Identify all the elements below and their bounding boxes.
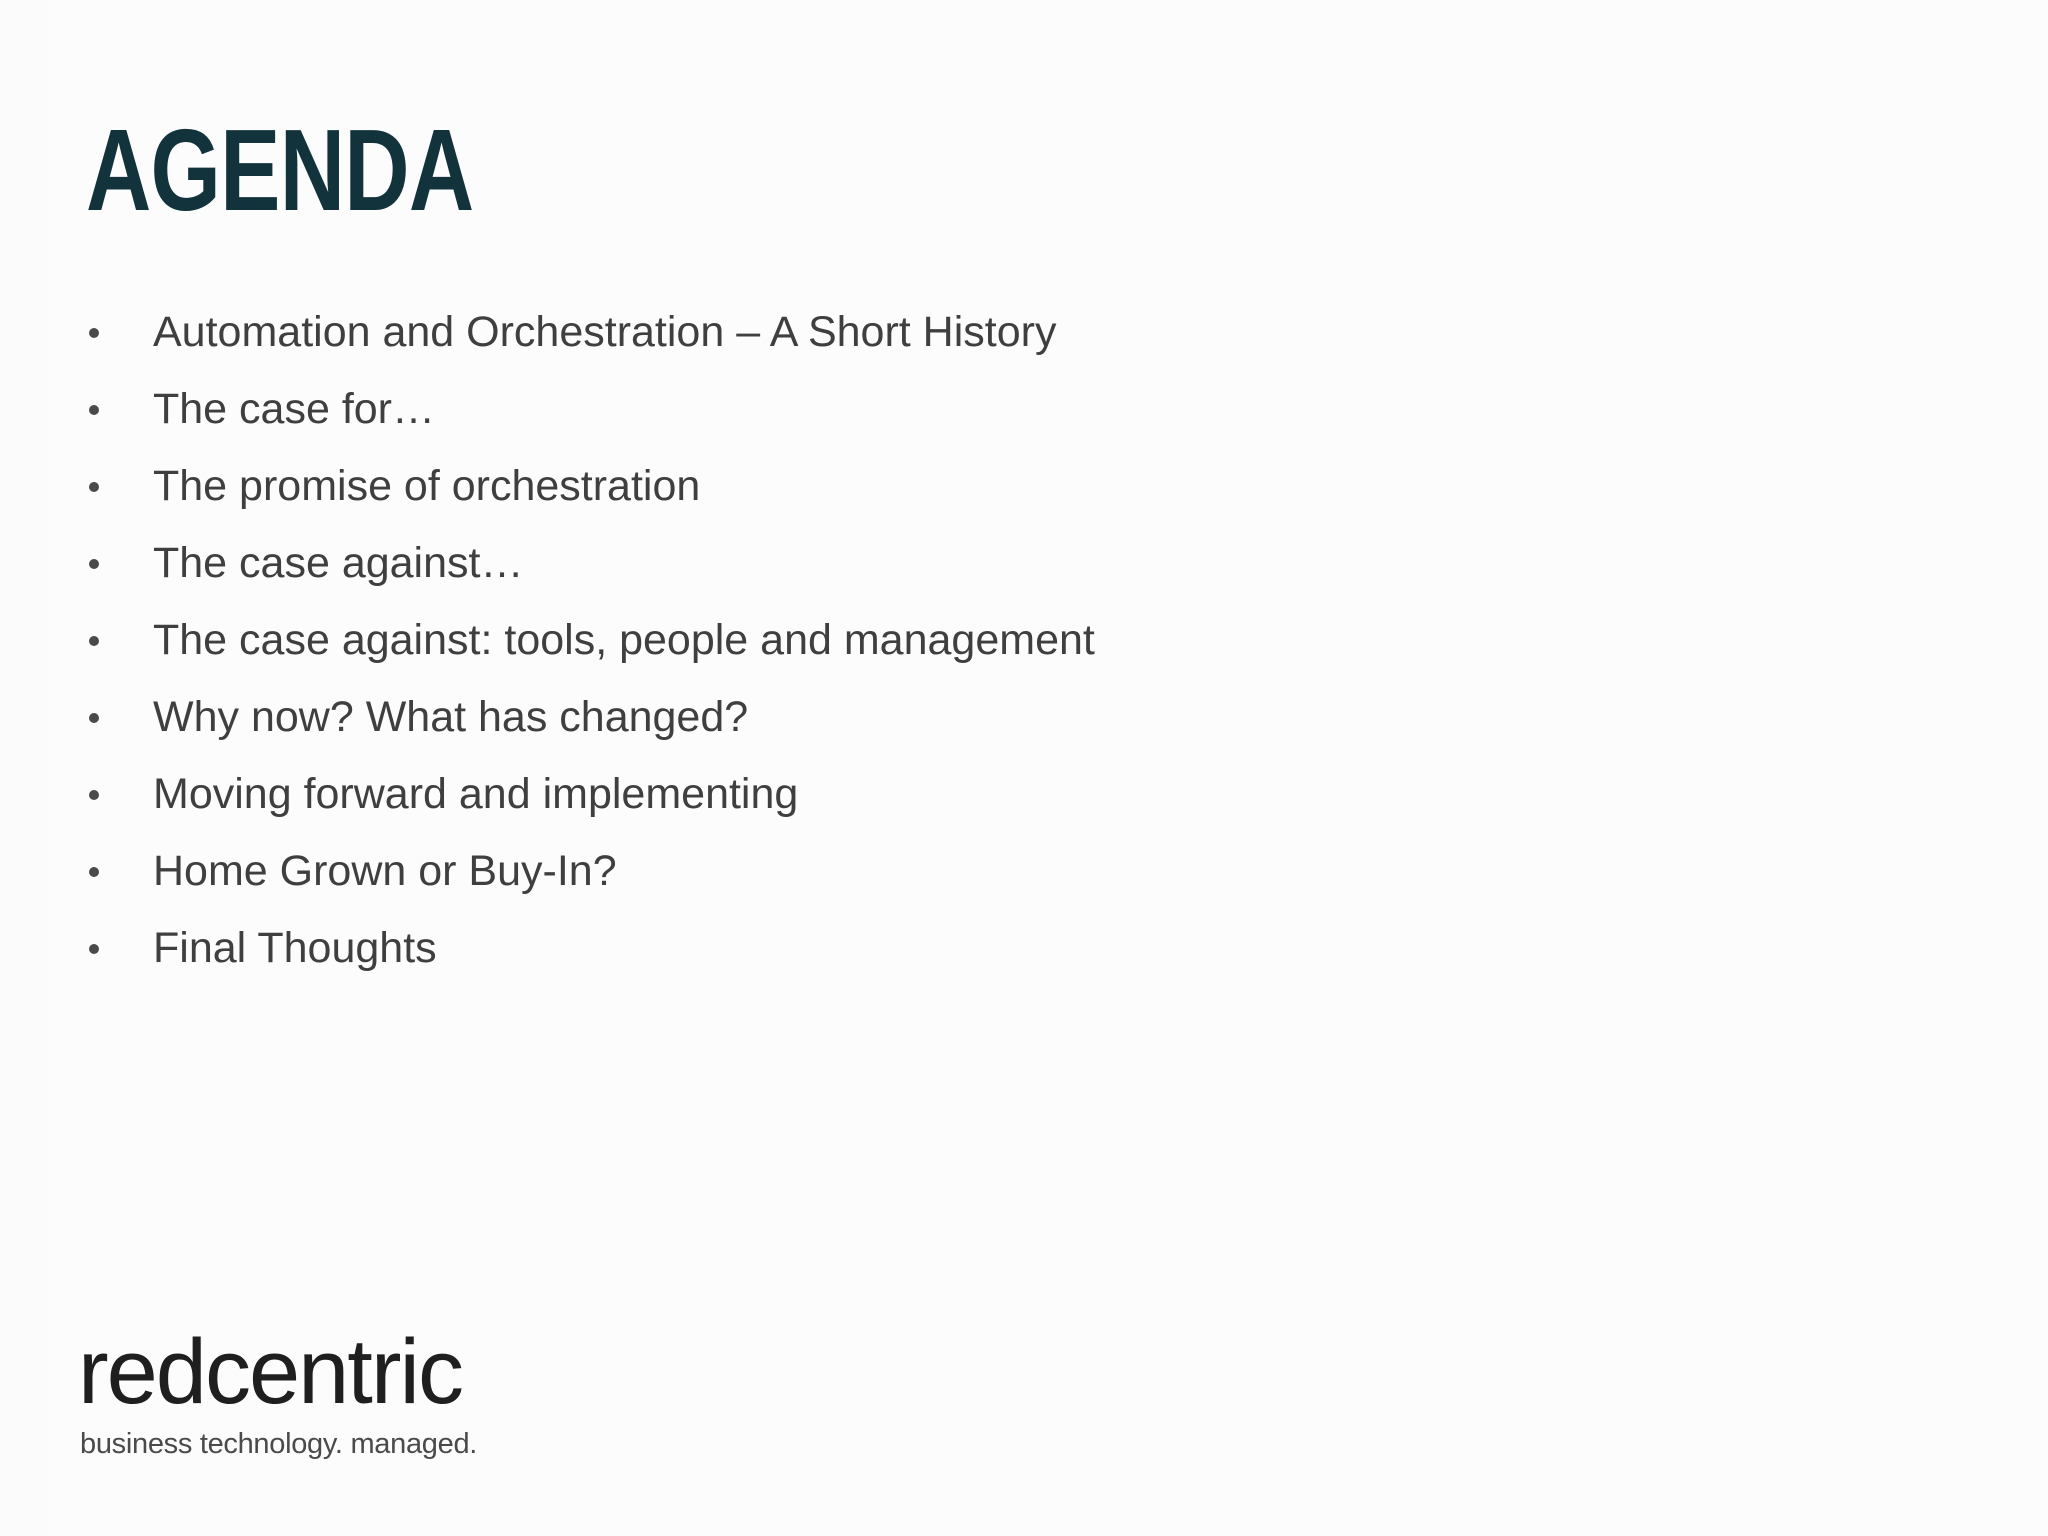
agenda-list: [86, 294, 1095, 987]
bullet-icon: [89, 636, 99, 646]
list-item-text: Final Thoughts: [153, 924, 437, 972]
bullet-icon: [89, 559, 99, 569]
list-item: [86, 525, 1095, 602]
bullet-icon: [89, 482, 99, 492]
list-item-text: The case for…: [153, 385, 435, 433]
list-item-text: The case against…: [153, 539, 524, 587]
bullet-icon: [89, 713, 99, 723]
list-item: [86, 602, 1095, 679]
bullet-icon: [89, 405, 99, 415]
logo-wordmark: redcentric: [78, 1321, 462, 1423]
redcentric-logo: [78, 1321, 478, 1460]
bullet-icon: [89, 944, 99, 954]
list-item-text: The case against: tools, people and management: [153, 616, 1095, 664]
list-item: [86, 448, 1095, 525]
list-item: [86, 679, 1095, 756]
list-item: [86, 910, 1095, 987]
list-item-text: Automation and Orchestration – A Short History: [153, 308, 1057, 356]
list-item: [86, 294, 1095, 371]
list-item-text: Moving forward and implementing: [153, 770, 799, 818]
list-item-text: Home Grown or Buy-In?: [153, 847, 617, 895]
bullet-icon: [89, 328, 99, 338]
list-item: [86, 371, 1095, 448]
list-item: [86, 833, 1095, 910]
logo-tagline: business technology. managed.: [80, 1428, 478, 1460]
list-item: [86, 756, 1095, 833]
bullet-icon: [89, 790, 99, 800]
list-item-text: Why now? What has changed?: [153, 693, 749, 741]
slide-title: AGENDA: [86, 105, 474, 235]
list-item-text: The promise of orchestration: [153, 462, 701, 510]
bullet-icon: [89, 867, 99, 877]
